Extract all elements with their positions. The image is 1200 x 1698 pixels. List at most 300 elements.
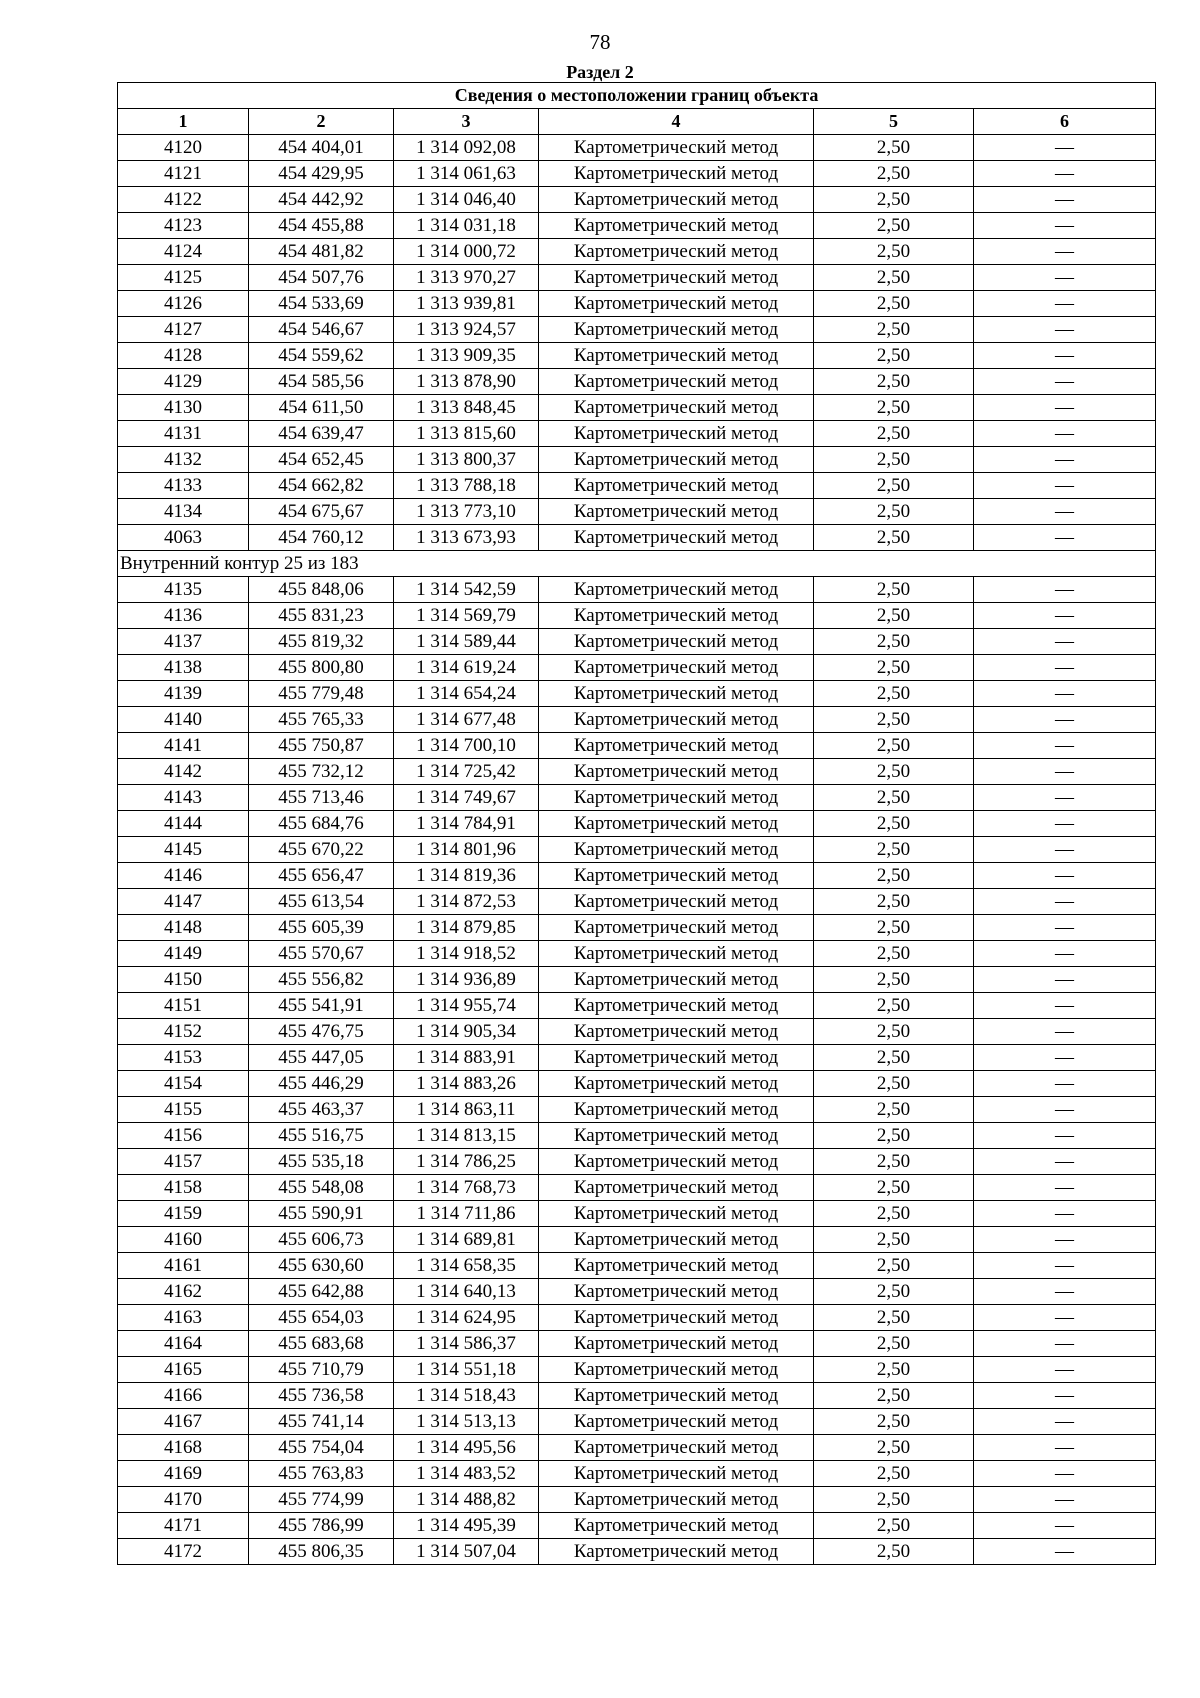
table-cell-col-3: 1 313 848,45 (394, 395, 539, 421)
table-cell-col-5: 2,50 (814, 707, 974, 733)
table-cell-col-4: Картометрический метод (539, 473, 814, 499)
table-cell-col-5: 2,50 (814, 135, 974, 161)
table-cell-col-4: Картометрический метод (539, 135, 814, 161)
table-cell-col-2: 455 800,80 (249, 655, 394, 681)
table-cell-col-2: 455 806,35 (249, 1539, 394, 1565)
table-cell-col-1: 4131 (118, 421, 249, 447)
table-cell-col-6: — (974, 343, 1156, 369)
table-row (118, 811, 1156, 837)
table-cell-col-1: 4171 (118, 1513, 249, 1539)
table-row (118, 707, 1156, 733)
table-cell-col-4: Картометрический метод (539, 967, 814, 993)
table-cell-col-4: Картометрический метод (539, 1539, 814, 1565)
table-cell-col-5: 2,50 (814, 1071, 974, 1097)
table-cell-col-4: Картометрический метод (539, 785, 814, 811)
table-cell-col-5: 2,50 (814, 1487, 974, 1513)
table-cell-col-4: Картометрический метод (539, 889, 814, 915)
table-cell-col-2: 455 613,54 (249, 889, 394, 915)
table-cell-col-6: — (974, 161, 1156, 187)
table-cell-col-2: 455 750,87 (249, 733, 394, 759)
column-header-4: 4 (539, 109, 814, 135)
table-cell-col-3: 1 313 788,18 (394, 473, 539, 499)
table-cell-col-2: 454 585,56 (249, 369, 394, 395)
table-cell-col-3: 1 313 673,93 (394, 525, 539, 551)
table-cell-col-4: Картометрический метод (539, 525, 814, 551)
table-cell-col-3: 1 314 879,85 (394, 915, 539, 941)
table-cell-col-2: 455 630,60 (249, 1253, 394, 1279)
table-cell-col-2: 455 535,18 (249, 1149, 394, 1175)
table-cell-col-1: 4120 (118, 135, 249, 161)
table-cell-col-5: 2,50 (814, 863, 974, 889)
column-header-6: 6 (974, 109, 1156, 135)
table-cell-col-2: 454 429,95 (249, 161, 394, 187)
table-row (118, 239, 1156, 265)
table-cell-col-5: 2,50 (814, 941, 974, 967)
table-cell-col-4: Картометрический метод (539, 1227, 814, 1253)
table-cell-col-6: — (974, 1305, 1156, 1331)
column-header-5: 5 (814, 109, 974, 135)
table-cell-col-6: — (974, 1435, 1156, 1461)
table-cell-col-2: 455 556,82 (249, 967, 394, 993)
table-row (118, 447, 1156, 473)
table-cell-col-5: 2,50 (814, 577, 974, 603)
table-body (118, 135, 1156, 1565)
table-cell-col-3: 1 314 061,63 (394, 161, 539, 187)
table-row (118, 1045, 1156, 1071)
table-cell-col-6: — (974, 421, 1156, 447)
table-cell-col-6: — (974, 239, 1156, 265)
table-cell-col-5: 2,50 (814, 1019, 974, 1045)
table-cell-col-3: 1 314 624,95 (394, 1305, 539, 1331)
table-row (118, 473, 1156, 499)
table-cell-col-3: 1 314 936,89 (394, 967, 539, 993)
table-cell-col-6: — (974, 681, 1156, 707)
table-cell-col-5: 2,50 (814, 187, 974, 213)
table-cell-col-4: Картометрический метод (539, 707, 814, 733)
table-cell-col-2: 455 642,88 (249, 1279, 394, 1305)
table-row (118, 1019, 1156, 1045)
table-cell-col-2: 454 533,69 (249, 291, 394, 317)
table-cell-col-3: 1 314 483,52 (394, 1461, 539, 1487)
table-cell-col-5: 2,50 (814, 421, 974, 447)
table-cell-col-3: 1 313 878,90 (394, 369, 539, 395)
table-row (118, 1097, 1156, 1123)
table-cell-col-2: 455 732,12 (249, 759, 394, 785)
table-cell-col-3: 1 314 955,74 (394, 993, 539, 1019)
table-row (118, 525, 1156, 551)
table-cell-col-6: — (974, 1123, 1156, 1149)
table-cell-col-5: 2,50 (814, 1123, 974, 1149)
table-cell-col-6: — (974, 629, 1156, 655)
table-cell-col-4: Картометрический метод (539, 603, 814, 629)
table-cell-col-2: 454 639,47 (249, 421, 394, 447)
table-cell-col-2: 455 710,79 (249, 1357, 394, 1383)
table-cell-col-1: 4150 (118, 967, 249, 993)
table-row (118, 629, 1156, 655)
table-cell-col-6: — (974, 187, 1156, 213)
table-cell-col-1: 4146 (118, 863, 249, 889)
table-row (118, 941, 1156, 967)
table-cell-col-4: Картометрический метод (539, 291, 814, 317)
table-row (118, 915, 1156, 941)
table-cell-col-4: Картометрический метод (539, 915, 814, 941)
table-row (118, 369, 1156, 395)
table-cell-col-1: 4163 (118, 1305, 249, 1331)
table-cell-col-1: 4167 (118, 1409, 249, 1435)
table-cell-col-1: 4165 (118, 1357, 249, 1383)
column-header-2: 2 (249, 109, 394, 135)
table-row (118, 1383, 1156, 1409)
table-cell-col-6: — (974, 1409, 1156, 1435)
table-row (118, 1305, 1156, 1331)
table-cell-col-4: Картометрический метод (539, 1513, 814, 1539)
table-cell-col-3: 1 314 551,18 (394, 1357, 539, 1383)
table-cell-col-1: 4141 (118, 733, 249, 759)
table-cell-col-1: 4159 (118, 1201, 249, 1227)
table-row (118, 1175, 1156, 1201)
table-cell-col-4: Картометрический метод (539, 343, 814, 369)
table-cell-col-3: 1 314 092,08 (394, 135, 539, 161)
table-cell-col-2: 455 570,67 (249, 941, 394, 967)
table-row (118, 967, 1156, 993)
table-cell-col-2: 454 760,12 (249, 525, 394, 551)
table-cell-col-4: Картометрический метод (539, 265, 814, 291)
column-header-row (118, 109, 1156, 135)
table-cell-col-4: Картометрический метод (539, 499, 814, 525)
table-cell-col-1: 4170 (118, 1487, 249, 1513)
table-cell-col-6: — (974, 1175, 1156, 1201)
table-cell-col-1: 4121 (118, 161, 249, 187)
table-row (118, 1513, 1156, 1539)
table-cell-col-2: 454 675,67 (249, 499, 394, 525)
table-cell-col-5: 2,50 (814, 811, 974, 837)
table-cell-col-4: Картометрический метод (539, 733, 814, 759)
table-cell-col-4: Картометрический метод (539, 1279, 814, 1305)
table-cell-col-3: 1 313 939,81 (394, 291, 539, 317)
table-cell-col-2: 455 713,46 (249, 785, 394, 811)
table-cell-col-4: Картометрический метод (539, 213, 814, 239)
table-cell-col-1: 4126 (118, 291, 249, 317)
table-cell-col-5: 2,50 (814, 889, 974, 915)
table-cell-col-3: 1 314 569,79 (394, 603, 539, 629)
table-cell-col-2: 455 670,22 (249, 837, 394, 863)
table-cell-col-2: 455 541,91 (249, 993, 394, 1019)
table-cell-col-6: — (974, 213, 1156, 239)
table-cell-col-4: Картометрический метод (539, 447, 814, 473)
table-cell-col-1: 4129 (118, 369, 249, 395)
table-cell-col-5: 2,50 (814, 525, 974, 551)
table-cell-col-5: 2,50 (814, 447, 974, 473)
table-cell-col-6: — (974, 447, 1156, 473)
table-cell-col-1: 4161 (118, 1253, 249, 1279)
table-cell-col-1: 4155 (118, 1097, 249, 1123)
table-row (118, 421, 1156, 447)
table-cell-col-5: 2,50 (814, 603, 974, 629)
table-cell-col-2: 455 786,99 (249, 1513, 394, 1539)
table-cell-col-6: — (974, 1097, 1156, 1123)
table-cell-col-4: Картометрический метод (539, 1331, 814, 1357)
table-row (118, 1201, 1156, 1227)
table-cell-col-1: 4144 (118, 811, 249, 837)
table-cell-col-4: Картометрический метод (539, 1045, 814, 1071)
table-cell-col-5: 2,50 (814, 395, 974, 421)
table-cell-col-1: 4169 (118, 1461, 249, 1487)
table-cell-col-2: 454 611,50 (249, 395, 394, 421)
table-cell-col-3: 1 314 507,04 (394, 1539, 539, 1565)
table-cell-col-3: 1 314 872,53 (394, 889, 539, 915)
table-cell-col-3: 1 314 689,81 (394, 1227, 539, 1253)
table-cell-col-2: 454 442,92 (249, 187, 394, 213)
table-row (118, 1123, 1156, 1149)
table-cell-col-4: Картометрический метод (539, 1149, 814, 1175)
table-cell-col-6: — (974, 395, 1156, 421)
table-cell-col-5: 2,50 (814, 265, 974, 291)
table-cell-col-5: 2,50 (814, 161, 974, 187)
table-cell-col-6: — (974, 1461, 1156, 1487)
table-cell-col-6: — (974, 1357, 1156, 1383)
table-cell-col-3: 1 314 711,86 (394, 1201, 539, 1227)
table-cell-col-6: — (974, 1383, 1156, 1409)
table-cell-col-4: Картометрический метод (539, 681, 814, 707)
table-cell-col-2: 455 516,75 (249, 1123, 394, 1149)
table-cell-col-1: 4135 (118, 577, 249, 603)
table-cell-col-5: 2,50 (814, 1357, 974, 1383)
table-row (118, 317, 1156, 343)
table-cell-col-6: — (974, 1279, 1156, 1305)
table-row (118, 759, 1156, 785)
table-row (118, 1253, 1156, 1279)
table-cell-col-4: Картометрический метод (539, 1383, 814, 1409)
table-cell-col-4: Картометрический метод (539, 317, 814, 343)
table-cell-col-5: 2,50 (814, 1201, 974, 1227)
contour-label: Внутренний контур 25 из 183 (118, 551, 1156, 577)
table-cell-col-2: 454 455,88 (249, 213, 394, 239)
table-row (118, 1357, 1156, 1383)
table-row (118, 863, 1156, 889)
table-cell-col-3: 1 314 046,40 (394, 187, 539, 213)
table-cell-col-2: 455 476,75 (249, 1019, 394, 1045)
table-cell-col-6: — (974, 525, 1156, 551)
table-cell-col-6: — (974, 1227, 1156, 1253)
table-row (118, 889, 1156, 915)
table-cell-col-5: 2,50 (814, 499, 974, 525)
boundary-coordinates-table (117, 82, 1156, 1565)
table-caption: Сведения о местоположении границ объекта (118, 83, 1156, 109)
table-cell-col-3: 1 314 619,24 (394, 655, 539, 681)
table-cell-col-4: Картометрический метод (539, 1019, 814, 1045)
table-cell-col-1: 4133 (118, 473, 249, 499)
table-row (118, 1461, 1156, 1487)
table-cell-col-6: — (974, 707, 1156, 733)
table-cell-col-2: 455 605,39 (249, 915, 394, 941)
contour-label-row (118, 551, 1156, 577)
table-cell-col-3: 1 313 909,35 (394, 343, 539, 369)
table-cell-col-3: 1 313 924,57 (394, 317, 539, 343)
table-cell-col-6: — (974, 655, 1156, 681)
table-cell-col-5: 2,50 (814, 239, 974, 265)
section-title: Раздел 2 (566, 62, 634, 82)
table-row (118, 213, 1156, 239)
table-row (118, 1331, 1156, 1357)
table-cell-col-1: 4154 (118, 1071, 249, 1097)
table-cell-col-4: Картометрический метод (539, 629, 814, 655)
table-row (118, 1149, 1156, 1175)
table-cell-col-4: Картометрический метод (539, 1487, 814, 1513)
table-cell-col-2: 455 774,99 (249, 1487, 394, 1513)
table-cell-col-1: 4149 (118, 941, 249, 967)
table-cell-col-6: — (974, 135, 1156, 161)
table-row (118, 603, 1156, 629)
table-row (118, 1539, 1156, 1565)
table-cell-col-1: 4160 (118, 1227, 249, 1253)
table-cell-col-6: — (974, 1487, 1156, 1513)
table-cell-col-2: 455 447,05 (249, 1045, 394, 1071)
table-row (118, 1279, 1156, 1305)
table-cell-col-4: Картометрический метод (539, 863, 814, 889)
table-cell-col-3: 1 314 654,24 (394, 681, 539, 707)
table-cell-col-3: 1 314 749,67 (394, 785, 539, 811)
table-cell-col-3: 1 314 905,34 (394, 1019, 539, 1045)
table-cell-col-3: 1 314 786,25 (394, 1149, 539, 1175)
table-cell-col-4: Картометрический метод (539, 759, 814, 785)
table-cell-col-2: 455 656,47 (249, 863, 394, 889)
table-cell-col-1: 4132 (118, 447, 249, 473)
table-cell-col-1: 4172 (118, 1539, 249, 1565)
table-cell-col-4: Картометрический метод (539, 1175, 814, 1201)
table-cell-col-1: 4147 (118, 889, 249, 915)
table-cell-col-3: 1 314 589,44 (394, 629, 539, 655)
table-cell-col-1: 4157 (118, 1149, 249, 1175)
table-cell-col-2: 454 404,01 (249, 135, 394, 161)
table-cell-col-5: 2,50 (814, 1305, 974, 1331)
table-cell-col-6: — (974, 265, 1156, 291)
table-cell-col-4: Картометрический метод (539, 395, 814, 421)
table-cell-col-4: Картометрический метод (539, 837, 814, 863)
table-cell-col-5: 2,50 (814, 1539, 974, 1565)
table-cell-col-6: — (974, 1149, 1156, 1175)
page-number: 78 (589, 30, 611, 54)
table-cell-col-2: 455 779,48 (249, 681, 394, 707)
table-row (118, 1409, 1156, 1435)
table-cell-col-4: Картометрический метод (539, 1305, 814, 1331)
table-cell-col-1: 4140 (118, 707, 249, 733)
table-cell-col-1: 4122 (118, 187, 249, 213)
table-cell-col-6: — (974, 1253, 1156, 1279)
table-cell-col-3: 1 314 801,96 (394, 837, 539, 863)
table-cell-col-3: 1 314 000,72 (394, 239, 539, 265)
table-cell-col-1: 4123 (118, 213, 249, 239)
table-cell-col-5: 2,50 (814, 1435, 974, 1461)
table-cell-col-5: 2,50 (814, 1331, 974, 1357)
table-cell-col-1: 4139 (118, 681, 249, 707)
table-cell-col-3: 1 314 495,39 (394, 1513, 539, 1539)
table-cell-col-3: 1 314 819,36 (394, 863, 539, 889)
table-cell-col-3: 1 314 518,43 (394, 1383, 539, 1409)
table-cell-col-2: 455 654,03 (249, 1305, 394, 1331)
table-cell-col-1: 4164 (118, 1331, 249, 1357)
table-row (118, 343, 1156, 369)
table-cell-col-1: 4152 (118, 1019, 249, 1045)
table-row (118, 1487, 1156, 1513)
table-cell-col-6: — (974, 1539, 1156, 1565)
table-cell-col-6: — (974, 733, 1156, 759)
table-cell-col-5: 2,50 (814, 1149, 974, 1175)
table-cell-col-3: 1 314 658,35 (394, 1253, 539, 1279)
table-row (118, 655, 1156, 681)
table-cell-col-1: 4158 (118, 1175, 249, 1201)
table-row (118, 135, 1156, 161)
table-cell-col-1: 4166 (118, 1383, 249, 1409)
table-cell-col-5: 2,50 (814, 1045, 974, 1071)
table-cell-col-3: 1 314 784,91 (394, 811, 539, 837)
table-cell-col-2: 455 741,14 (249, 1409, 394, 1435)
table-row (118, 1227, 1156, 1253)
table-cell-col-3: 1 314 488,82 (394, 1487, 539, 1513)
table-cell-col-2: 455 763,83 (249, 1461, 394, 1487)
table-cell-col-6: — (974, 369, 1156, 395)
table-cell-col-4: Картометрический метод (539, 1409, 814, 1435)
table-row (118, 681, 1156, 707)
table-cell-col-2: 455 446,29 (249, 1071, 394, 1097)
table-cell-col-1: 4127 (118, 317, 249, 343)
table-cell-col-6: — (974, 889, 1156, 915)
table-cell-col-4: Картометрический метод (539, 421, 814, 447)
table-row (118, 785, 1156, 811)
table-cell-col-1: 4063 (118, 525, 249, 551)
table-row (118, 993, 1156, 1019)
table-cell-col-6: — (974, 577, 1156, 603)
table-cell-col-1: 4134 (118, 499, 249, 525)
table-row (118, 395, 1156, 421)
table-cell-col-5: 2,50 (814, 681, 974, 707)
table-cell-col-5: 2,50 (814, 213, 974, 239)
table-cell-col-2: 454 546,67 (249, 317, 394, 343)
table-cell-col-5: 2,50 (814, 1227, 974, 1253)
table-cell-col-1: 4148 (118, 915, 249, 941)
table-cell-col-6: — (974, 941, 1156, 967)
table-cell-col-6: — (974, 603, 1156, 629)
table-cell-col-3: 1 314 542,59 (394, 577, 539, 603)
table-cell-col-6: — (974, 967, 1156, 993)
table-cell-col-3: 1 314 725,42 (394, 759, 539, 785)
table-cell-col-4: Картометрический метод (539, 187, 814, 213)
table-row (118, 577, 1156, 603)
table-cell-col-5: 2,50 (814, 655, 974, 681)
table-cell-col-1: 4156 (118, 1123, 249, 1149)
table-cell-col-5: 2,50 (814, 629, 974, 655)
table-row (118, 837, 1156, 863)
table-cell-col-4: Картометрический метод (539, 993, 814, 1019)
table-cell-col-6: — (974, 499, 1156, 525)
table-cell-col-1: 4130 (118, 395, 249, 421)
table-cell-col-2: 455 819,32 (249, 629, 394, 655)
table-row (118, 265, 1156, 291)
table-cell-col-4: Картометрический метод (539, 1123, 814, 1149)
table-cell-col-3: 1 313 800,37 (394, 447, 539, 473)
table-cell-col-1: 4153 (118, 1045, 249, 1071)
table-cell-col-5: 2,50 (814, 993, 974, 1019)
table-cell-col-2: 455 754,04 (249, 1435, 394, 1461)
table-cell-col-5: 2,50 (814, 1409, 974, 1435)
table-cell-col-6: — (974, 1019, 1156, 1045)
table-cell-col-5: 2,50 (814, 1253, 974, 1279)
table-cell-col-2: 454 507,76 (249, 265, 394, 291)
table-cell-col-4: Картометрический метод (539, 369, 814, 395)
table-cell-col-5: 2,50 (814, 785, 974, 811)
table-cell-col-2: 455 463,37 (249, 1097, 394, 1123)
table-cell-col-3: 1 314 883,91 (394, 1045, 539, 1071)
table-cell-col-4: Картометрический метод (539, 161, 814, 187)
